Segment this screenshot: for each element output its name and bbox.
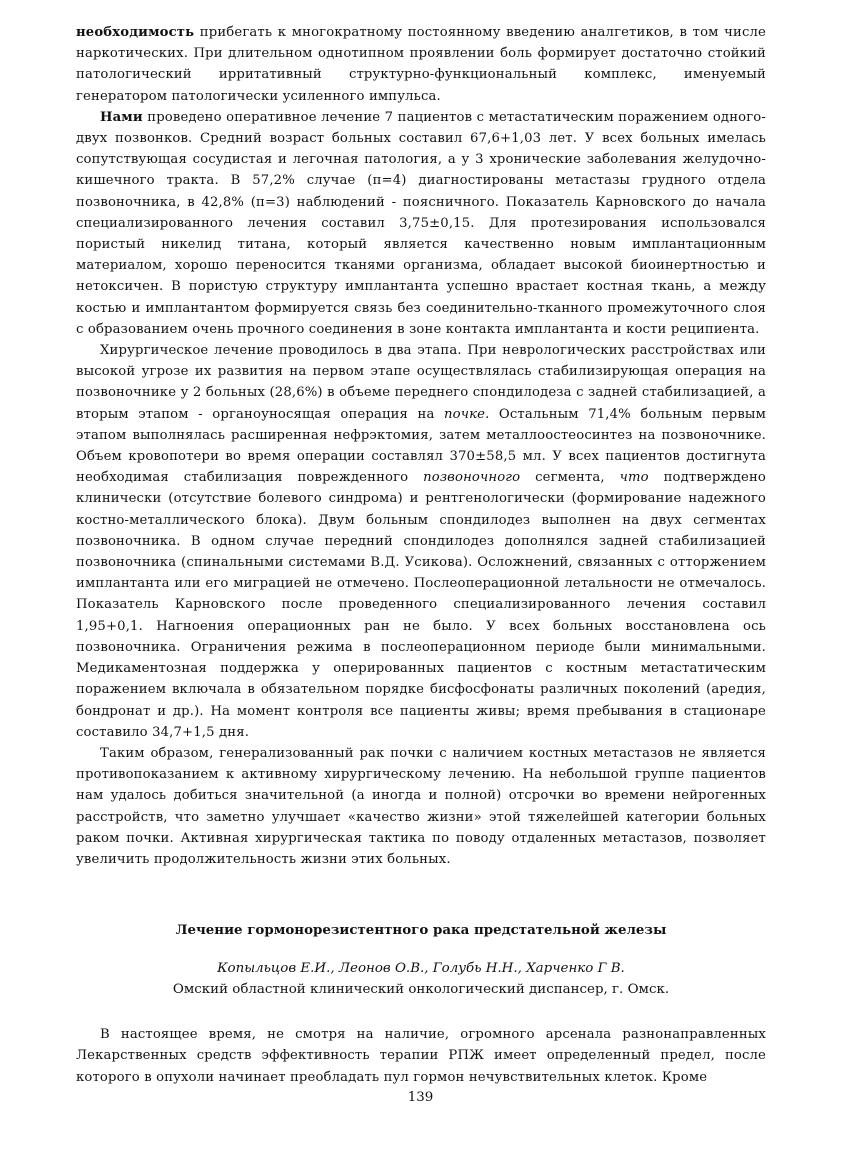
text-segment: . Остальным 71,4% больным первым этапом выполнялась расширенная нефрэктомия, затем металлоостеосинтез на позвоночнике. Объем кровопотери во время операции составлял 370±58,5 мл. У всех пациентов достигнута необходимая стабилизация поврежденного (76, 406, 766, 486)
bold-lead-word: Нами (100, 109, 143, 125)
text-segment: сегмента, (520, 470, 620, 486)
italic-word: почке (443, 406, 486, 422)
section-title: Лечение гормонорезистентного рака предстательной железы (175, 922, 667, 939)
section-authors: Копыльцов Е.И., Леонов О.В., Голубь Н.Н., Харченко Г В. (217, 961, 625, 977)
paragraph-text: проведено оперативное лечение 7 пациентов с метастатическим поражением одного-двух позвонков. Средний возраст больных составил 67,6+1,03 лет. У всех больных имелась сопутствующая сосудистая и легочная патология, а у 3 хронические заболевания желудочно-кишечного тракта. В 57,2% случае (п=4) диагностированы метастазы грудного отдела позвоночника, в 42,8% (п=3) наблюдений - поясничного. Показатель Карновского до начала специализированного лечения составил 3,75±0,15. Для протезирования использовался пористый никелид титана, который является качественно новым имплантационным материалом, хорошо переносится тканями организма, обладает высокой биоинертностью и нетоксичен. В пористую структуру имплантанта успешно врастает костная ткань, а между костью и имплантантом формируется связь без соединительно-тканного промежуточного слоя с образованием очень прочного соединения в зоне контакта имплантанта и кости реципиента. (76, 109, 766, 337)
paragraph-pain-generator (76, 22, 766, 107)
text-segment: Хирургическое лечение проводилось в два этапа. При неврологических расстройствах или высокой угрозе их развития на первом этапе осуществлялась стабилизирующая операция на позвоночнике у 2 больных (28,6%) в объеме переднего спондилодеза с задней стабилизацией, а вторым этапом - органоуносящая операция на (76, 343, 766, 422)
section-spacer (76, 870, 766, 920)
text-segment: подтверждено клинически (отсутствие болевого синдрома) и рентгенологически (формирование надежного костно-металлического блока). Двум больным спондилодез выполнен на двух сегментах позвоночника. В одном случае передний спондилодез дополнялся задней стабилизацией позвоночника (спинальными системами В.Д. Усикова). Осложнений, связанных с отторжением имплантанта или его миграцией не отмечено. Послеоперационной летальности не отмечалось. Показатель Карновского после проведенного специализированного лечения составил 1,95+0,1. Нагноения операционных ран не было. У всех больных восстановлена ось позвоночника. Ограничения режима в послеоперационном периоде были минимальными. Медикаментозная поддержка у оперированных пациентов с костным метастатическим поражением включала в обязательном порядке бисфосфонаты различных поколений (аредия, бондронат и др.). На момент контроля все пациенты живы; время пребывания в стационаре составило 34,7+1,5 дня. (76, 470, 766, 740)
italic-word: что (619, 470, 649, 486)
paragraph-surgical-stages (76, 340, 766, 743)
paragraph-intro-prostate (76, 1024, 766, 1088)
section-spacer (76, 1000, 766, 1024)
paragraph-text: прибегать к многократному постоянному введению аналгетиков, в том числе наркотических. При длительном однотипном проявлении боль формирует достаточно стойкий патологический ирритативный структурно-функциональный комплекс, именуемый генератором патологически усиленного импульса. (76, 25, 766, 104)
bold-lead-word: необходимость (76, 25, 195, 40)
section-affiliation: Омский областной клинический онкологический диспансер, г. Омск. (172, 982, 670, 998)
paragraph-conclusion (76, 743, 766, 870)
paragraph-text: Таким образом, генерализованный рак почки с наличием костных метастазов не является противопоказанием к активному хирургическому лечению. На небольшой группе пациентов нам удалось добиться значительной (а иногда и полной) отсрочки во времени нейрогенных расстройств, что заметно улучшает «качество жизни» этой тяжелейшей категории больных раком почки. Активная хирургическая тактика по поводу отдаленных метастазов, позволяет увеличить продолжительность жизни этих больных. (76, 745, 766, 867)
paragraph-surgical-cohort (76, 107, 766, 340)
italic-word: позвоночного (423, 470, 521, 486)
page-number: 139 (407, 1090, 434, 1105)
paragraph-text: В настоящее время, не смотря на наличие, огромного арсенала разнонаправленных Лекарственных средств эффективность терапии РПЖ имеет определенный предел, после которого в опухоли начинает преобладать пул гормон нечувствительных клеток. Кроме (76, 1027, 766, 1085)
document-page (76, 22, 766, 1088)
